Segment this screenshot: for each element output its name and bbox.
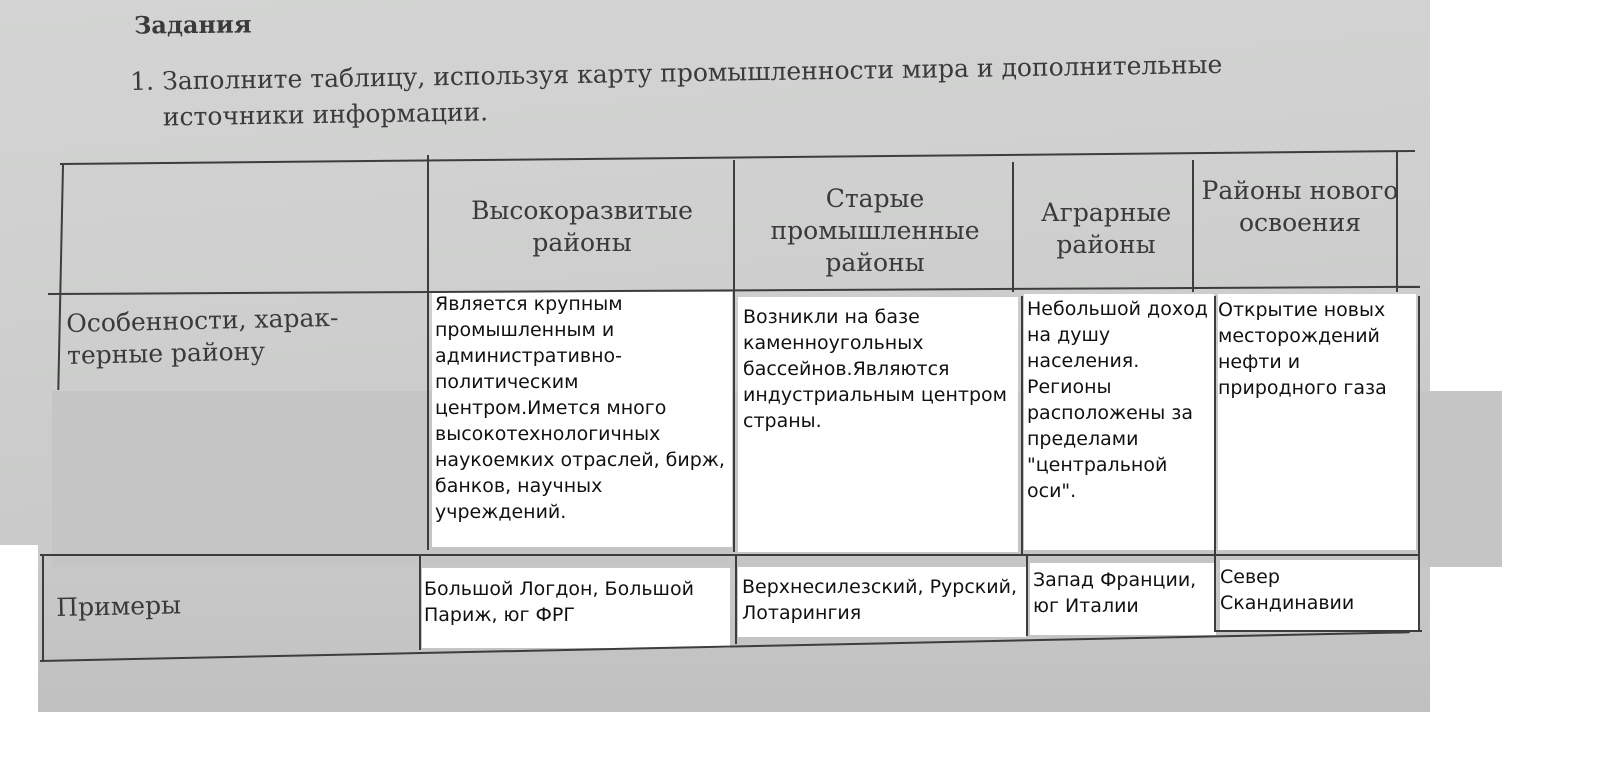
row-label-features (66, 302, 340, 372)
col-divider-1-lower (419, 556, 421, 650)
table-border-right (1418, 296, 1420, 631)
header-col-2: Старые промышленные районы (770, 184, 980, 277)
header-col-3: Аграрные районы (1040, 198, 1172, 259)
col-divider-3 (1012, 162, 1014, 292)
row-label-features-line2: терные району (66, 336, 266, 370)
section-heading: Задания (133, 9, 252, 40)
row-label-features-line1: Особенности, харак- (66, 302, 339, 338)
task-number: 1. (130, 66, 155, 96)
table-border-left-lower (42, 555, 44, 661)
cell-features-old-industrial: Возникли на базе каменноугольных бассейнов.Являются индустриальным центром страны. (743, 306, 1007, 432)
col-divider-2 (733, 160, 735, 552)
cell-examples-developed: Большой Логдон, Большой Париж, юг ФРГ (424, 578, 694, 626)
cell-features-new-development: Открытие новых месторождений нефти и природного газа (1218, 299, 1387, 399)
task-line-1: Заполните таблицу, используя карту промышленности мира и дополнительные (162, 49, 1223, 96)
header-col-4: Районы нового освоения (1201, 176, 1399, 237)
cell-examples-new-development: Север Скандинавии (1220, 566, 1355, 614)
col-divider-1 (427, 155, 429, 550)
cell-features-agrarian: Небольшой доход на душу населения. Регионы расположены за пределами "центральной оси". (1027, 298, 1208, 502)
col-divider-2-lower (735, 556, 737, 644)
header-col-1: Высокоразвитые районы (471, 196, 693, 257)
table-line-row (40, 554, 1420, 556)
cell-examples-old-industrial: Верхнесилезский, Рурский, Лотарингия (742, 576, 1017, 624)
col-divider-3-mid (1021, 296, 1023, 556)
task-line-2: источники информации. (162, 97, 489, 132)
cell-examples-agrarian: Запад Франции, юг Италии (1033, 569, 1197, 617)
col-divider-4 (1192, 160, 1194, 292)
row-label-examples: Примеры (56, 590, 182, 622)
col-divider-3-lower (1026, 556, 1028, 636)
table-line-bottom-right (1214, 630, 1422, 632)
cell-features-developed: Является крупным промышленным и административно-политическим центром.Имется много высокотехнологичных наукоемких отраслей, бирж, банков, научных учреждений. (435, 293, 725, 523)
